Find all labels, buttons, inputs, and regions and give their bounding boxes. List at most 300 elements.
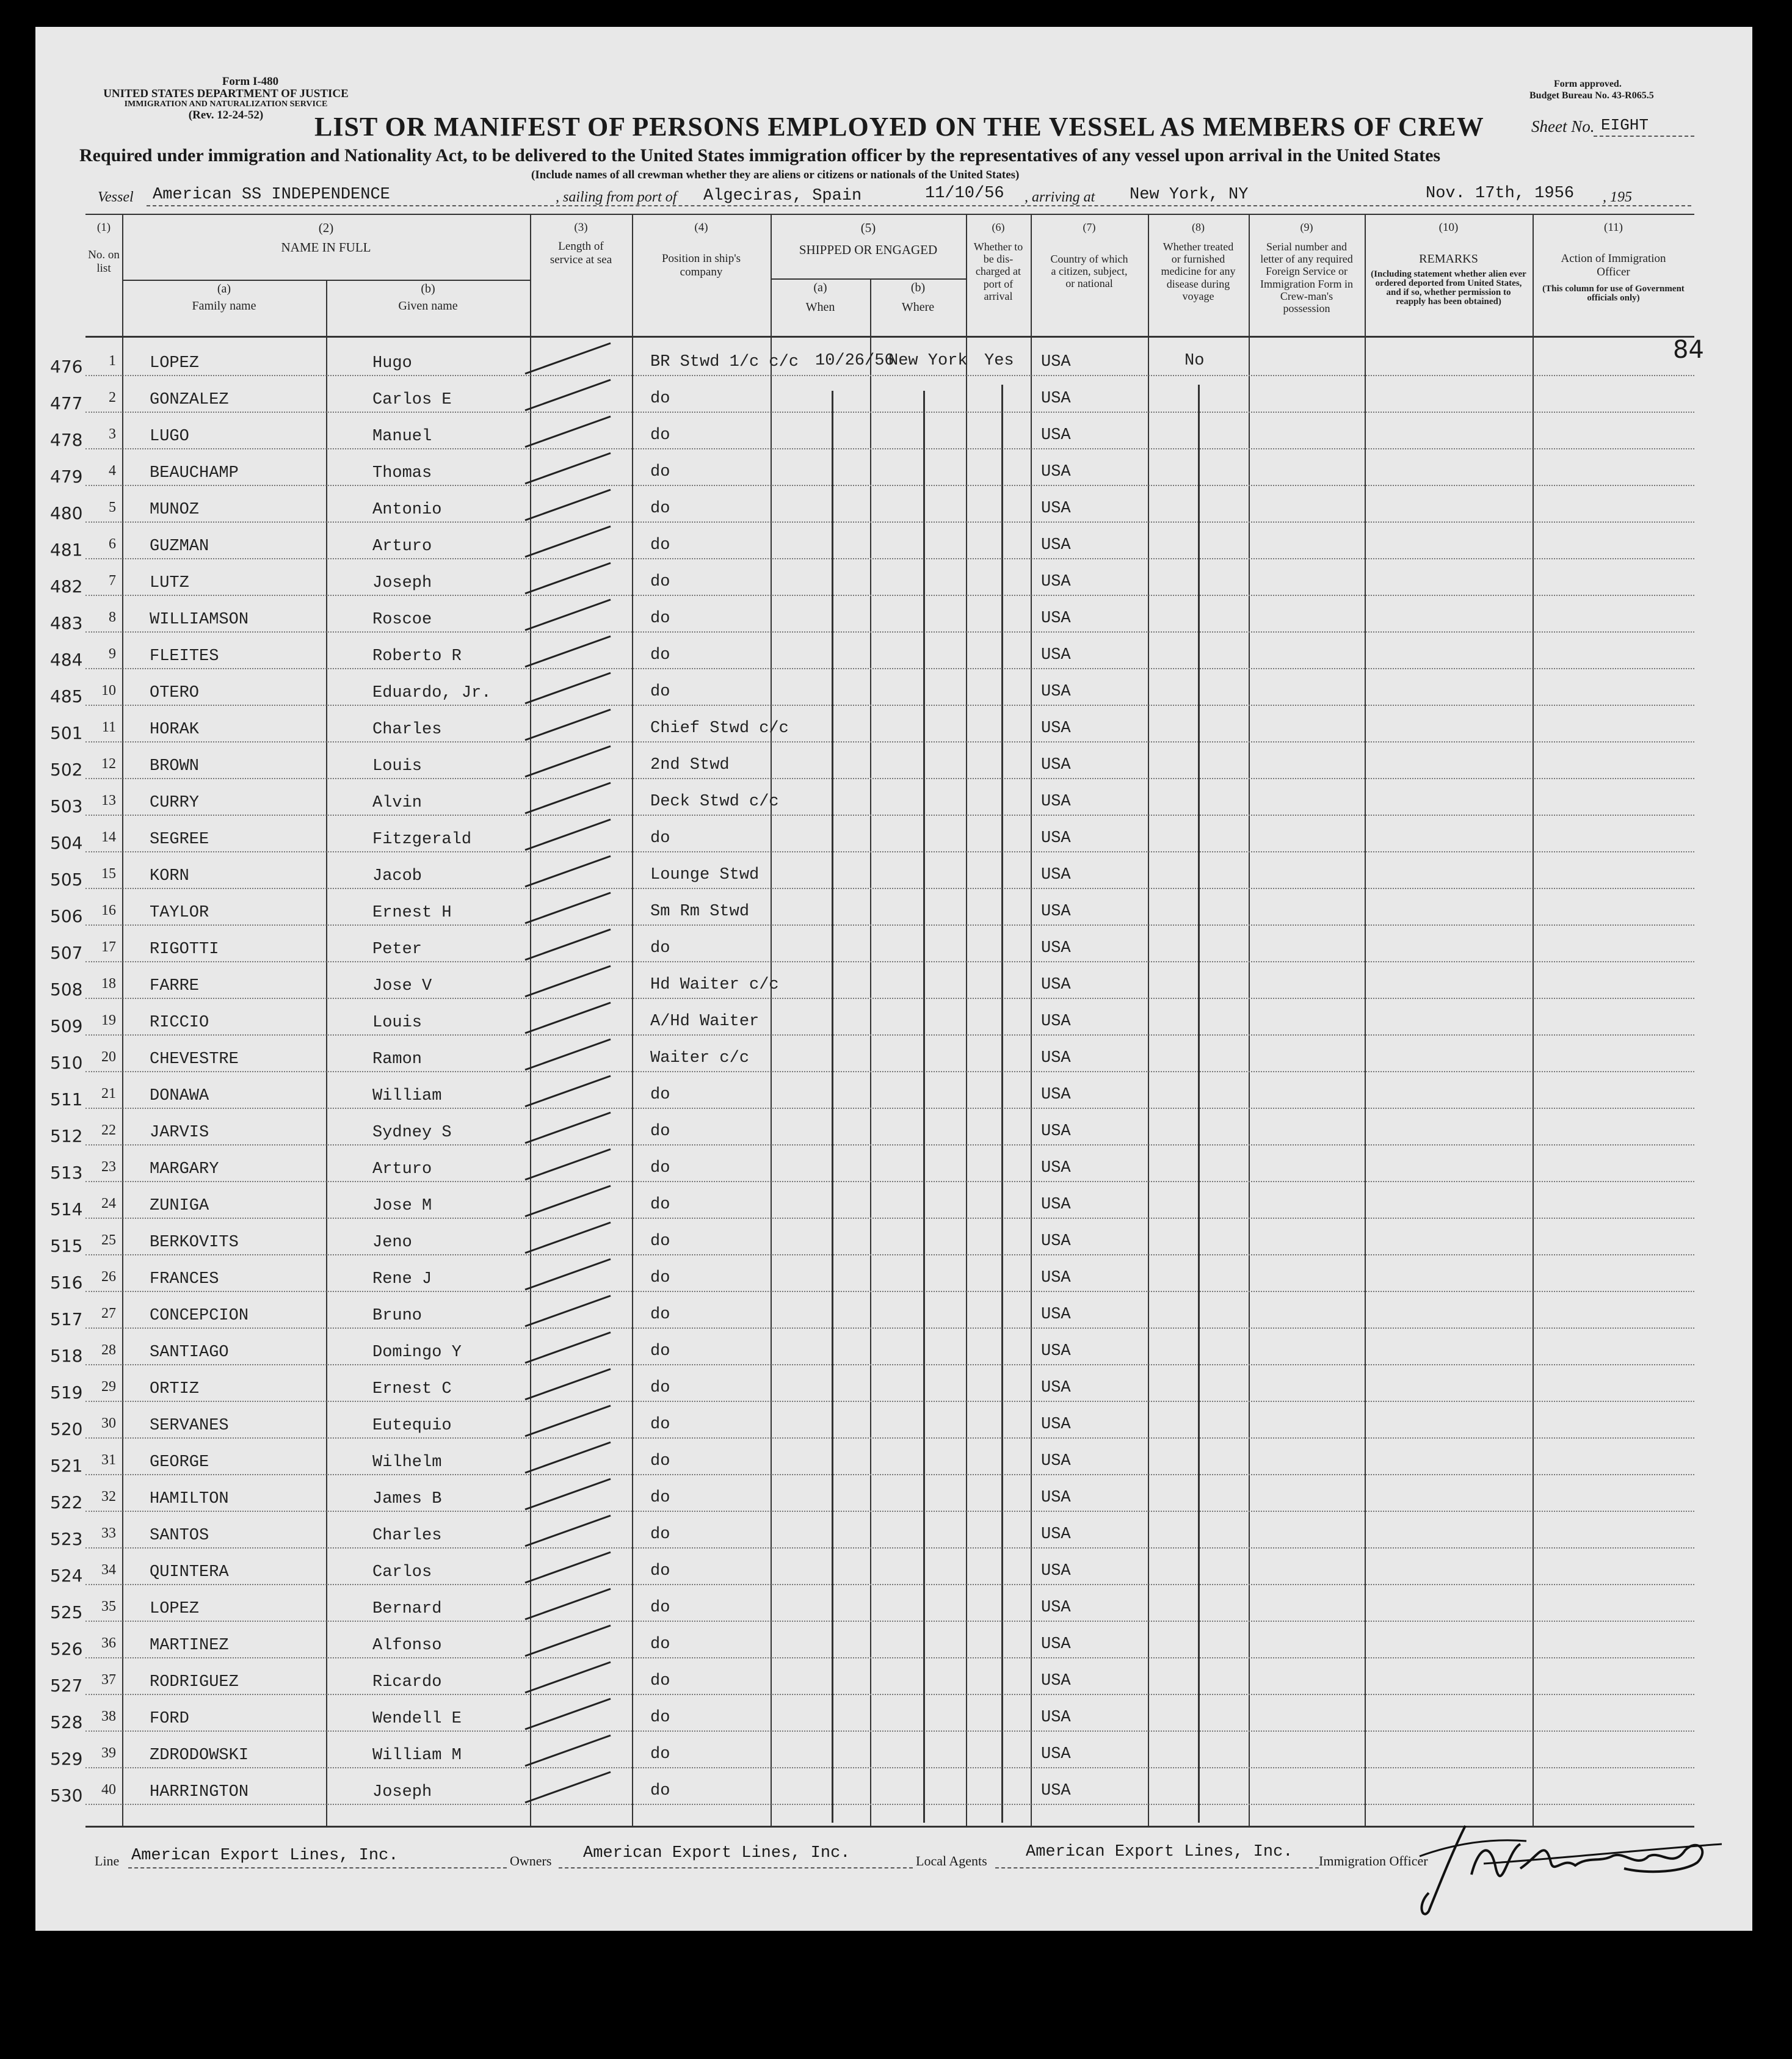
list-number: 24 (101, 1196, 116, 1211)
country: USA (1041, 756, 1071, 774)
list-number: 27 (101, 1305, 116, 1321)
reference-number: 516 (50, 1273, 83, 1293)
list-number: 30 (101, 1415, 116, 1431)
service-check-mark (525, 1039, 611, 1070)
family-name: HARRINGTON (150, 1783, 249, 1801)
list-number: 33 (101, 1525, 116, 1541)
country: USA (1041, 353, 1071, 371)
family-name: MARGARY (150, 1160, 219, 1178)
position: do (650, 1782, 670, 1800)
arriving-label: , arriving at (1025, 189, 1095, 205)
given-name: William (372, 1087, 442, 1105)
position: do (650, 1305, 670, 1324)
col-action-header: (11) Action of Immigration Officer (This column for use of Government officials only) (1542, 221, 1685, 303)
list-number: 16 (101, 902, 116, 918)
country: USA (1041, 1342, 1071, 1360)
reference-number: 505 (50, 870, 83, 890)
list-number: 28 (101, 1342, 116, 1358)
form-number: Form I-480 (222, 75, 279, 88)
country: USA (1041, 1086, 1071, 1104)
service-check-mark (525, 1186, 611, 1216)
country: USA (1041, 1452, 1071, 1470)
col-name-header: (2) NAME IN FULL (281, 220, 371, 255)
list-number: 15 (101, 866, 116, 882)
given-name: Carlos (372, 1563, 432, 1581)
agents-value: American Export Lines, Inc. (1026, 1843, 1293, 1861)
family-name: RODRIGUEZ (150, 1673, 239, 1691)
position: do (650, 1562, 670, 1580)
service-check-mark (525, 1735, 611, 1766)
country: USA (1041, 902, 1071, 921)
position: do (650, 573, 670, 591)
family-name: WILLIAMSON (150, 611, 249, 629)
service-check-mark (525, 1662, 611, 1693)
position: Chief Stwd c/c (650, 719, 789, 738)
position: Lounge Stwd (650, 866, 760, 884)
col-family-name-header: (a) Family name (192, 282, 256, 313)
reference-number: 501 (50, 723, 83, 743)
country: USA (1041, 1122, 1071, 1141)
given-name: Alvin (372, 794, 423, 812)
given-name: Wendell E (372, 1710, 462, 1728)
position: do (650, 390, 670, 408)
list-number: 20 (101, 1049, 116, 1065)
country: USA (1041, 1672, 1071, 1690)
given-name: Jeno (372, 1233, 412, 1252)
sailing-date: 11/10/56 (925, 184, 1004, 203)
country: USA (1041, 573, 1071, 591)
position: do (650, 939, 670, 957)
position: BR Stwd 1/c c/c (650, 353, 799, 371)
service-check-mark (525, 893, 611, 923)
country: USA (1041, 1782, 1071, 1800)
position: do (650, 1599, 670, 1617)
position: do (650, 1269, 670, 1287)
reference-number: 512 (50, 1126, 83, 1146)
list-number: 37 (101, 1672, 116, 1688)
list-number: 23 (101, 1159, 116, 1175)
service-check-mark (525, 1076, 611, 1106)
service-check-mark (525, 1406, 611, 1436)
line-value: American Export Lines, Inc. (131, 1847, 399, 1865)
service-check-mark (525, 929, 611, 960)
sheet-number: EIGHT (1601, 116, 1649, 134)
reference-number: 520 (50, 1419, 83, 1439)
country: USA (1041, 1709, 1071, 1727)
approval-line-2: Budget Bureau No. 43-R065.5 (1529, 90, 1654, 101)
service-check-mark (525, 1552, 611, 1583)
service-name: IMMIGRATION AND NATURALIZATION SERVICE (124, 99, 328, 109)
position: do (650, 1196, 670, 1214)
reference-number: 508 (50, 979, 83, 1000)
agents-label: Local Agents (916, 1853, 987, 1868)
reference-number: 481 (50, 540, 83, 560)
officer-signature (1417, 1814, 1734, 1923)
manifest-subtitle: Required under immigration and Nationality Act, to be delivered to the United States immigration officer by the representatives of any vessel upon arrival in the United States (79, 145, 1441, 165)
reference-number: 477 (50, 393, 83, 413)
list-number: 19 (101, 1012, 116, 1028)
country: USA (1041, 1489, 1071, 1507)
service-check-mark (525, 380, 611, 410)
service-check-mark (525, 1113, 611, 1143)
reference-number: 507 (50, 943, 83, 963)
given-name: Louis (372, 1014, 423, 1032)
manifest-note: (Include names of all crewman whether they are aliens or citizens or nationals of the United States) (531, 169, 1020, 181)
discharge-at-port: Yes (984, 352, 1014, 370)
reference-number: 528 (50, 1712, 83, 1732)
service-check-mark (525, 1772, 611, 1803)
family-name: LUGO (150, 427, 189, 446)
country: USA (1041, 390, 1071, 408)
list-number: 25 (101, 1232, 116, 1248)
reference-number: 478 (50, 430, 83, 450)
position: do (650, 426, 670, 445)
position: do (650, 1745, 670, 1763)
given-name: Charles (372, 1527, 442, 1545)
reference-number: 483 (50, 613, 83, 633)
list-number: 7 (109, 573, 116, 589)
list-number: 22 (101, 1122, 116, 1138)
vessel-name: American SS INDEPENDENCE (153, 186, 390, 204)
vessel-label: Vessel (98, 189, 134, 205)
service-check-mark (525, 1589, 611, 1619)
country: USA (1041, 1012, 1071, 1031)
list-number: 11 (101, 719, 116, 735)
family-name: BEAUCHAMP (150, 464, 239, 482)
reference-number: 525 (50, 1602, 83, 1622)
given-name: Bernard (372, 1600, 442, 1618)
service-check-mark (525, 1296, 611, 1326)
family-name: SANTIAGO (150, 1343, 229, 1362)
list-number: 8 (109, 609, 116, 625)
position: do (650, 1452, 670, 1470)
service-check-mark (525, 1149, 611, 1180)
given-name: Wilhelm (372, 1453, 442, 1472)
col-country-header: (7) Country of which a citizen, subject, or national (1050, 221, 1128, 290)
reference-number: 522 (50, 1492, 83, 1512)
given-name: Roberto R (372, 647, 462, 666)
reference-number: 476 (50, 357, 83, 377)
col-number-header: (1) No. on list (88, 221, 120, 275)
list-number: 6 (109, 536, 116, 552)
reference-number: 513 (50, 1163, 83, 1183)
list-number: 32 (101, 1489, 116, 1505)
list-number: 21 (101, 1086, 116, 1102)
given-name: Thomas (372, 464, 432, 482)
country: USA (1041, 1379, 1071, 1397)
given-name: Domingo Y (372, 1343, 462, 1362)
position: do (650, 1489, 670, 1507)
country: USA (1041, 463, 1071, 481)
country: USA (1041, 426, 1071, 445)
country: USA (1041, 866, 1071, 884)
form-revision: (Rev. 12-24-52) (188, 108, 264, 122)
country: USA (1041, 1525, 1071, 1544)
family-name: KORN (150, 867, 189, 885)
reference-number: 506 (50, 906, 83, 926)
reference-number: 514 (50, 1199, 83, 1219)
reference-number: 524 (50, 1566, 83, 1586)
position: do (650, 1086, 670, 1104)
col-given-name-header: (b) Given name (398, 282, 458, 313)
family-name: FLEITES (150, 647, 219, 666)
list-number: 3 (109, 426, 116, 442)
officer-label: Immigration Officer (1319, 1853, 1428, 1868)
service-check-mark (525, 819, 611, 850)
given-name: Fitzgerald (372, 830, 472, 849)
given-name: James B (372, 1490, 442, 1508)
given-name: Ernest H (372, 904, 452, 922)
position: Deck Stwd c/c (650, 793, 779, 811)
family-name: GUZMAN (150, 537, 209, 556)
country: USA (1041, 1159, 1071, 1177)
country: USA (1041, 1196, 1071, 1214)
country: USA (1041, 939, 1071, 957)
service-check-mark (525, 453, 611, 484)
position: do (650, 536, 670, 554)
reference-number: 503 (50, 796, 83, 816)
given-name: Bruno (372, 1307, 423, 1325)
reference-number: 484 (50, 650, 83, 670)
service-check-mark (525, 746, 611, 777)
year-label: , 195 (1603, 189, 1632, 205)
family-name: JARVIS (150, 1124, 209, 1142)
country: USA (1041, 719, 1071, 738)
service-check-mark (525, 1369, 611, 1400)
position: do (650, 1159, 670, 1177)
given-name: Jacob (372, 867, 423, 885)
family-name: ZUNIGA (150, 1197, 209, 1215)
given-name: William M (372, 1746, 462, 1765)
country: USA (1041, 609, 1071, 628)
family-name: GEORGE (150, 1453, 209, 1472)
col-shipped-header: (5) SHIPPED OR ENGAGED (799, 220, 938, 257)
reference-number: 504 (50, 833, 83, 853)
family-name: OTERO (150, 684, 200, 702)
service-check-mark (525, 1332, 611, 1363)
family-name: LOPEZ (150, 1600, 200, 1618)
position: Sm Rm Stwd (650, 902, 750, 921)
family-name: BERKOVITS (150, 1233, 239, 1252)
list-number: 35 (101, 1599, 116, 1614)
position: 2nd Stwd (650, 756, 730, 774)
family-name: FARRE (150, 977, 200, 995)
position: do (650, 1635, 670, 1654)
country: USA (1041, 646, 1071, 664)
country: USA (1041, 1305, 1071, 1324)
given-name: Charles (372, 721, 442, 739)
service-check-mark (525, 600, 611, 630)
list-number: 10 (101, 683, 116, 699)
given-name: Joseph (372, 574, 432, 592)
country: USA (1041, 1269, 1071, 1287)
position: do (650, 1232, 670, 1251)
list-number: 1 (109, 353, 116, 369)
list-number: 14 (101, 829, 116, 845)
service-check-mark (525, 673, 611, 703)
shipped-where: New York (888, 352, 968, 370)
list-number: 39 (101, 1745, 116, 1761)
page-mark: 84 (1673, 336, 1704, 364)
family-name: ORTIZ (150, 1380, 200, 1398)
position: do (650, 1525, 670, 1544)
service-check-mark (525, 710, 611, 740)
col-serial-header: (9) Serial number and letter of any required Foreign Service or Immigration Form in Crew-man's possession (1260, 221, 1353, 314)
position: do (650, 1672, 670, 1690)
country: USA (1041, 976, 1071, 994)
service-check-mark (525, 1222, 611, 1253)
col-discharge-header: (6) Whether to be dis-charged at port of arrival (973, 221, 1023, 302)
service-check-mark (525, 526, 611, 557)
given-name: Ricardo (372, 1673, 442, 1691)
col-medicine-header: (8) Whether treated or furnished medicine for any disease during voyage (1161, 221, 1236, 302)
list-number: 26 (101, 1269, 116, 1285)
family-name: SEGREE (150, 830, 209, 849)
col-service-header: (3) Length of service at sea (550, 221, 612, 266)
country: USA (1041, 1599, 1071, 1617)
family-name: RICCIO (150, 1014, 209, 1032)
given-name: Manuel (372, 427, 432, 446)
country: USA (1041, 536, 1071, 554)
family-name: FORD (150, 1710, 189, 1728)
owners-value: American Export Lines, Inc. (583, 1844, 851, 1862)
given-name: Joseph (372, 1783, 432, 1801)
list-number: 29 (101, 1379, 116, 1395)
service-check-mark (525, 1003, 611, 1033)
family-name: LUTZ (150, 574, 189, 592)
position: Hd Waiter c/c (650, 976, 779, 994)
list-number: 40 (101, 1782, 116, 1798)
family-name: SANTOS (150, 1527, 209, 1545)
list-number: 2 (109, 390, 116, 405)
service-check-mark (525, 1479, 611, 1509)
country: USA (1041, 499, 1071, 518)
reference-number: 480 (50, 503, 83, 523)
line-label: Line (95, 1853, 120, 1868)
reference-number: 527 (50, 1676, 83, 1696)
list-number: 18 (101, 976, 116, 992)
reference-number: 510 (50, 1053, 83, 1073)
reference-number: 502 (50, 760, 83, 780)
family-name: HAMILTON (150, 1490, 229, 1508)
service-check-mark (525, 490, 611, 520)
department-name: UNITED STATES DEPARTMENT OF JUSTICE (103, 87, 349, 100)
given-name: Rene J (372, 1270, 432, 1288)
family-name: BROWN (150, 757, 200, 775)
country: USA (1041, 1635, 1071, 1654)
service-check-mark (525, 966, 611, 997)
owners-label: Owners (510, 1853, 552, 1868)
reference-number: 523 (50, 1529, 83, 1549)
list-number: 31 (101, 1452, 116, 1468)
col-position-header: (4) Position in ship's company (661, 221, 741, 278)
family-name: LOPEZ (150, 354, 200, 372)
col-remarks-header: (10) REMARKS (Including statement whether alien ever ordered deported from United States, and if so, whether permission to reapply has been obtained) (1371, 221, 1526, 307)
service-check-mark (525, 1259, 611, 1290)
family-name: SERVANES (150, 1417, 229, 1435)
family-name: CHEVESTRE (150, 1050, 239, 1069)
reference-number: 530 (50, 1785, 83, 1806)
given-name: Louis (372, 757, 423, 775)
family-name: ZDRODOWSKI (150, 1746, 249, 1765)
given-name: Sydney S (372, 1124, 452, 1142)
family-name: QUINTERA (150, 1563, 229, 1581)
reference-number: 515 (50, 1236, 83, 1256)
service-check-mark (525, 1699, 611, 1729)
position: Waiter c/c (650, 1049, 750, 1067)
given-name: Jose M (372, 1197, 432, 1215)
medicine-during-voyage: No (1184, 352, 1205, 370)
list-number: 17 (101, 939, 116, 955)
reference-number: 485 (50, 686, 83, 706)
country: USA (1041, 1415, 1071, 1434)
list-number: 36 (101, 1635, 116, 1651)
given-name: Peter (372, 940, 423, 959)
country: USA (1041, 683, 1071, 701)
list-number: 38 (101, 1709, 116, 1724)
given-name: Alfonso (372, 1636, 442, 1655)
service-check-mark (525, 416, 611, 447)
reference-number: 517 (50, 1309, 83, 1329)
given-name: Roscoe (372, 611, 432, 629)
position: do (650, 1379, 670, 1397)
reference-number: 509 (50, 1016, 83, 1036)
family-name: MARTINEZ (150, 1636, 229, 1655)
sailing-label: , sailing from port of (556, 189, 677, 205)
list-number: 5 (109, 499, 116, 515)
position: do (650, 646, 670, 664)
family-name: GONZALEZ (150, 391, 229, 409)
position: do (650, 1342, 670, 1360)
country: USA (1041, 1049, 1071, 1067)
given-name: Arturo (372, 1160, 432, 1178)
family-name: MUNOZ (150, 501, 200, 519)
service-check-mark (525, 783, 611, 813)
country: USA (1041, 793, 1071, 811)
given-name: Carlos E (372, 391, 452, 409)
reference-number: 482 (50, 576, 83, 597)
position: do (650, 829, 670, 848)
service-check-mark (525, 1442, 611, 1473)
given-name: Jose V (372, 977, 432, 995)
family-name: DONAWA (150, 1087, 209, 1105)
family-name: TAYLOR (150, 904, 209, 922)
service-check-mark (525, 636, 611, 667)
position: A/Hd Waiter (650, 1012, 760, 1031)
arrival-port: New York, NY (1130, 186, 1249, 204)
given-name: Hugo (372, 354, 412, 372)
reference-number: 519 (50, 1382, 83, 1403)
country: USA (1041, 829, 1071, 848)
given-name: Ramon (372, 1050, 423, 1069)
reference-number: 529 (50, 1749, 83, 1769)
position: do (650, 1415, 670, 1434)
position: do (650, 683, 670, 701)
position: do (650, 1709, 670, 1727)
list-number: 34 (101, 1562, 116, 1578)
given-name: Antonio (372, 501, 442, 519)
family-name: CURRY (150, 794, 200, 812)
given-name: Ernest C (372, 1380, 452, 1398)
position: do (650, 609, 670, 628)
reference-number: 479 (50, 467, 83, 487)
given-name: Eutequio (372, 1417, 452, 1435)
service-check-mark (525, 1625, 611, 1656)
service-check-mark (525, 856, 611, 887)
arrival-date: Nov. 17th, 1956 (1426, 184, 1575, 203)
position: do (650, 499, 670, 518)
reference-number: 526 (50, 1639, 83, 1659)
